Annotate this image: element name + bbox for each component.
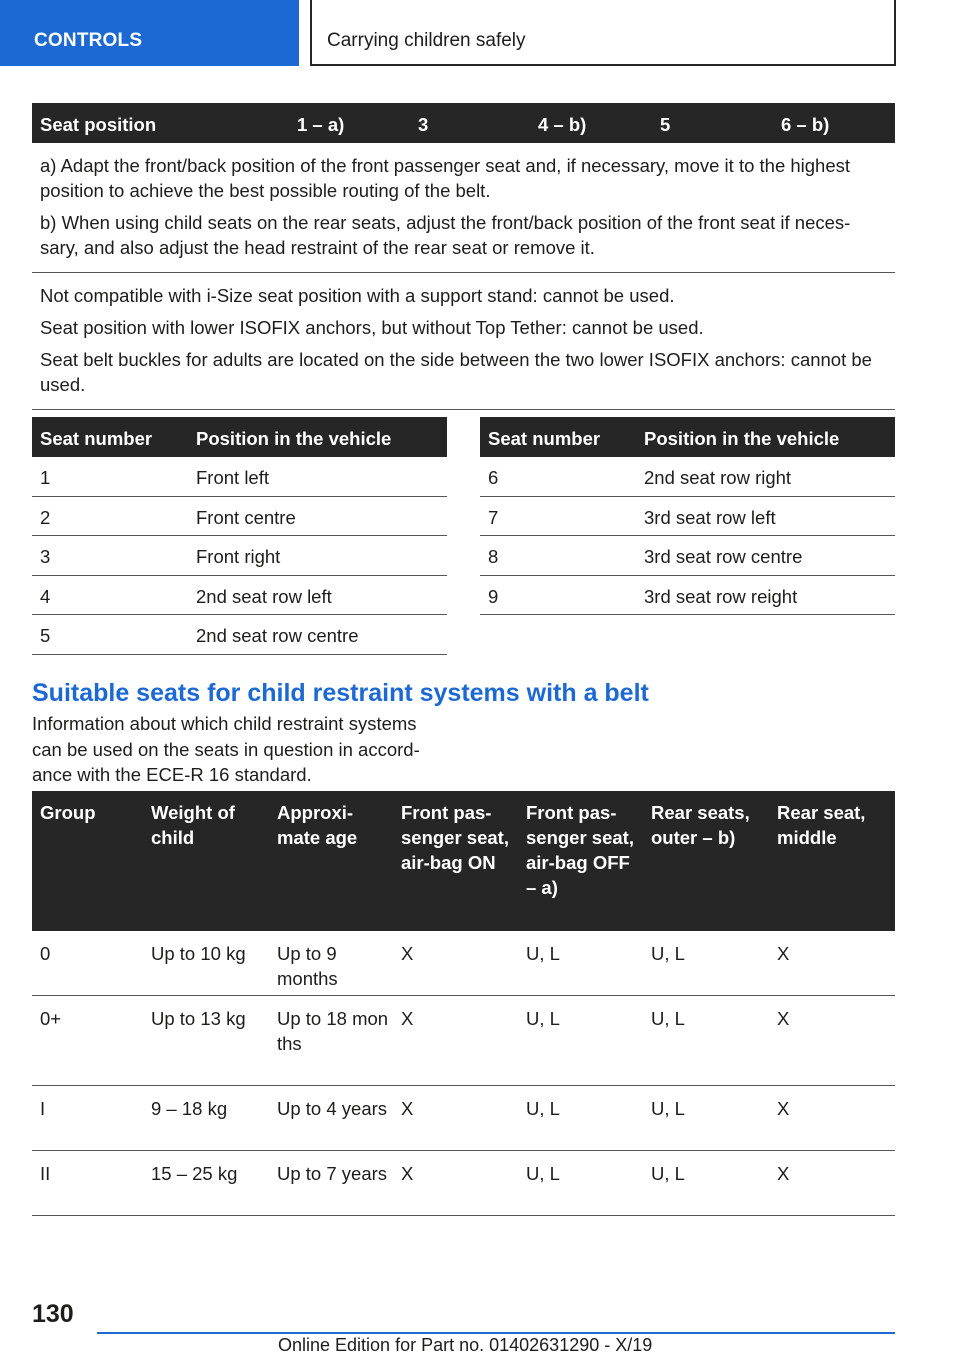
header-cell: Position in the vehicle: [196, 428, 392, 449]
note: Seat position with lower ISOFIX anchors, but without Top Tether: cannot be used.: [40, 317, 704, 338]
rear-middle-cell: X: [777, 1098, 790, 1119]
table-row: [32, 615, 447, 655]
header-cell: Approxi-mate age: [277, 802, 358, 848]
chapter-title: Carrying children safely: [327, 30, 526, 51]
table-row: [480, 576, 895, 616]
seat-number: 4: [40, 585, 51, 607]
airbag-off-cell: U, L: [526, 943, 560, 964]
table-row: [32, 1086, 895, 1151]
airbag-off-cell: U, L: [526, 1008, 560, 1029]
header-cell: Front pas-senger seat, air-bag ON: [401, 802, 509, 873]
seat-number-table-right: [480, 417, 895, 615]
header-cell: Weight of child: [151, 802, 235, 848]
seat-location: 2nd seat row centre: [196, 625, 359, 646]
seat-number: 7: [488, 506, 499, 528]
airbag-off-cell: U, L: [526, 1163, 560, 1184]
rear-middle-cell: X: [777, 1163, 790, 1184]
footnotes: [32, 143, 895, 273]
seat-number: 9: [488, 585, 499, 607]
header-cell: 6 – b): [781, 114, 830, 135]
header-cell: Rear seats, outer – b): [651, 802, 750, 848]
footnote: a) Adapt the front/back position of the front passenger seat and, if necessary, move it to the highest position to achieve the best possible routing of the belt.: [40, 155, 851, 201]
rear-outer-cell: U, L: [651, 943, 685, 964]
seat-location: Front left: [196, 467, 269, 488]
weight-cell: 9 – 18 kg: [151, 1098, 228, 1119]
child-seat-group-table: [32, 791, 895, 1216]
seat-location: Front centre: [196, 506, 296, 528]
table-row: [32, 576, 447, 616]
seat-number-table-left: [32, 417, 447, 655]
header-cell: Seat position: [40, 114, 157, 135]
group-cell: II: [40, 1163, 51, 1184]
seat-location: 3rd seat row centre: [644, 546, 803, 567]
airbag-on-cell: X: [401, 1098, 414, 1119]
table-row: [32, 536, 447, 576]
group-cell: 0: [40, 943, 51, 964]
seat-number: 6: [488, 467, 499, 488]
seat-number: 5: [40, 625, 51, 646]
page-number: 130: [32, 1300, 74, 1328]
header-cell: 3: [418, 114, 429, 135]
table-row: [480, 457, 895, 497]
airbag-on-cell: X: [401, 1008, 414, 1029]
weight-cell: Up to 10 kg: [151, 943, 246, 964]
section-heading: Suitable seats for child restraint systems with a belt: [32, 679, 649, 707]
age-cell: Up to 4 years: [277, 1098, 388, 1119]
table-row: [480, 497, 895, 537]
rear-middle-cell: X: [777, 943, 790, 964]
table-header: [32, 103, 895, 143]
table-header: [32, 417, 447, 457]
header-cell: Position in the vehicle: [644, 428, 840, 449]
footnote: b) When using child seats on the rear seats, adjust the front/back position of the front seat if neces-sary, and also adjust the head restraint of the rear seat or remove it.: [40, 212, 851, 258]
airbag-off-cell: U, L: [526, 1098, 560, 1119]
table-row: [32, 497, 447, 537]
header-cell: 4 – b): [538, 114, 587, 135]
group-cell: 0+: [40, 1008, 62, 1029]
table-row: [32, 457, 447, 497]
airbag-on-cell: X: [401, 943, 414, 964]
section-label: CONTROLS: [34, 30, 143, 51]
rear-outer-cell: U, L: [651, 1163, 685, 1184]
rear-outer-cell: U, L: [651, 1098, 685, 1119]
seat-number: 1: [40, 467, 51, 488]
table-row: [32, 1151, 895, 1216]
section-intro: Information about which child restraint systems can be used on the seats in question in accord-ance with the ECE-R 16 standard.: [32, 713, 420, 785]
note: Not compatible with i-Size seat position with a support stand: cannot be used.: [40, 285, 675, 306]
seat-position-table: [32, 103, 895, 410]
group-cell: I: [40, 1098, 46, 1119]
note: Seat belt buckles for adults are located on the side between the two lower ISOFIX anchors: cannot be used.: [40, 349, 872, 395]
seat-location: 2nd seat row right: [644, 467, 792, 488]
header-cell: Group: [40, 802, 96, 823]
age-cell: Up to 7 years: [277, 1163, 388, 1184]
seat-location: 2nd seat row left: [196, 585, 332, 607]
seat-number: 2: [40, 506, 51, 528]
table-header: [480, 417, 895, 457]
seat-location: 3rd seat row left: [644, 506, 776, 528]
age-cell: Up to 18 months: [277, 1008, 389, 1054]
edition-note: Online Edition for Part no. 01402631290 - X/19: [278, 1335, 653, 1355]
table-row: [32, 931, 895, 996]
header-cell: Front pas-senger seat, air-bag OFF – a): [526, 802, 634, 898]
chapter-header: [310, 0, 896, 66]
footer-divider: [97, 1332, 895, 1334]
rear-middle-cell: X: [777, 1008, 790, 1029]
section-tab: [0, 0, 299, 66]
seat-number: 3: [40, 546, 51, 567]
header-cell: Rear seat, middle: [777, 802, 866, 848]
seat-number: 8: [488, 546, 499, 567]
airbag-on-cell: X: [401, 1163, 414, 1184]
header-cell: 1 – a): [297, 114, 345, 135]
header-cell: Seat number: [40, 428, 153, 449]
header-cell: Seat number: [488, 428, 601, 449]
rear-outer-cell: U, L: [651, 1008, 685, 1029]
weight-cell: 15 – 25 kg: [151, 1163, 238, 1184]
compatibility-notes: [32, 273, 895, 410]
age-cell: Up to 9 months: [277, 943, 338, 989]
header-cell: 5: [660, 114, 671, 135]
weight-cell: Up to 13 kg: [151, 1008, 246, 1029]
seat-location: Front right: [196, 546, 281, 567]
table-header: [32, 791, 895, 931]
table-row: [32, 996, 895, 1086]
seat-location: 3rd seat row reight: [644, 585, 798, 607]
table-row: [480, 536, 895, 576]
